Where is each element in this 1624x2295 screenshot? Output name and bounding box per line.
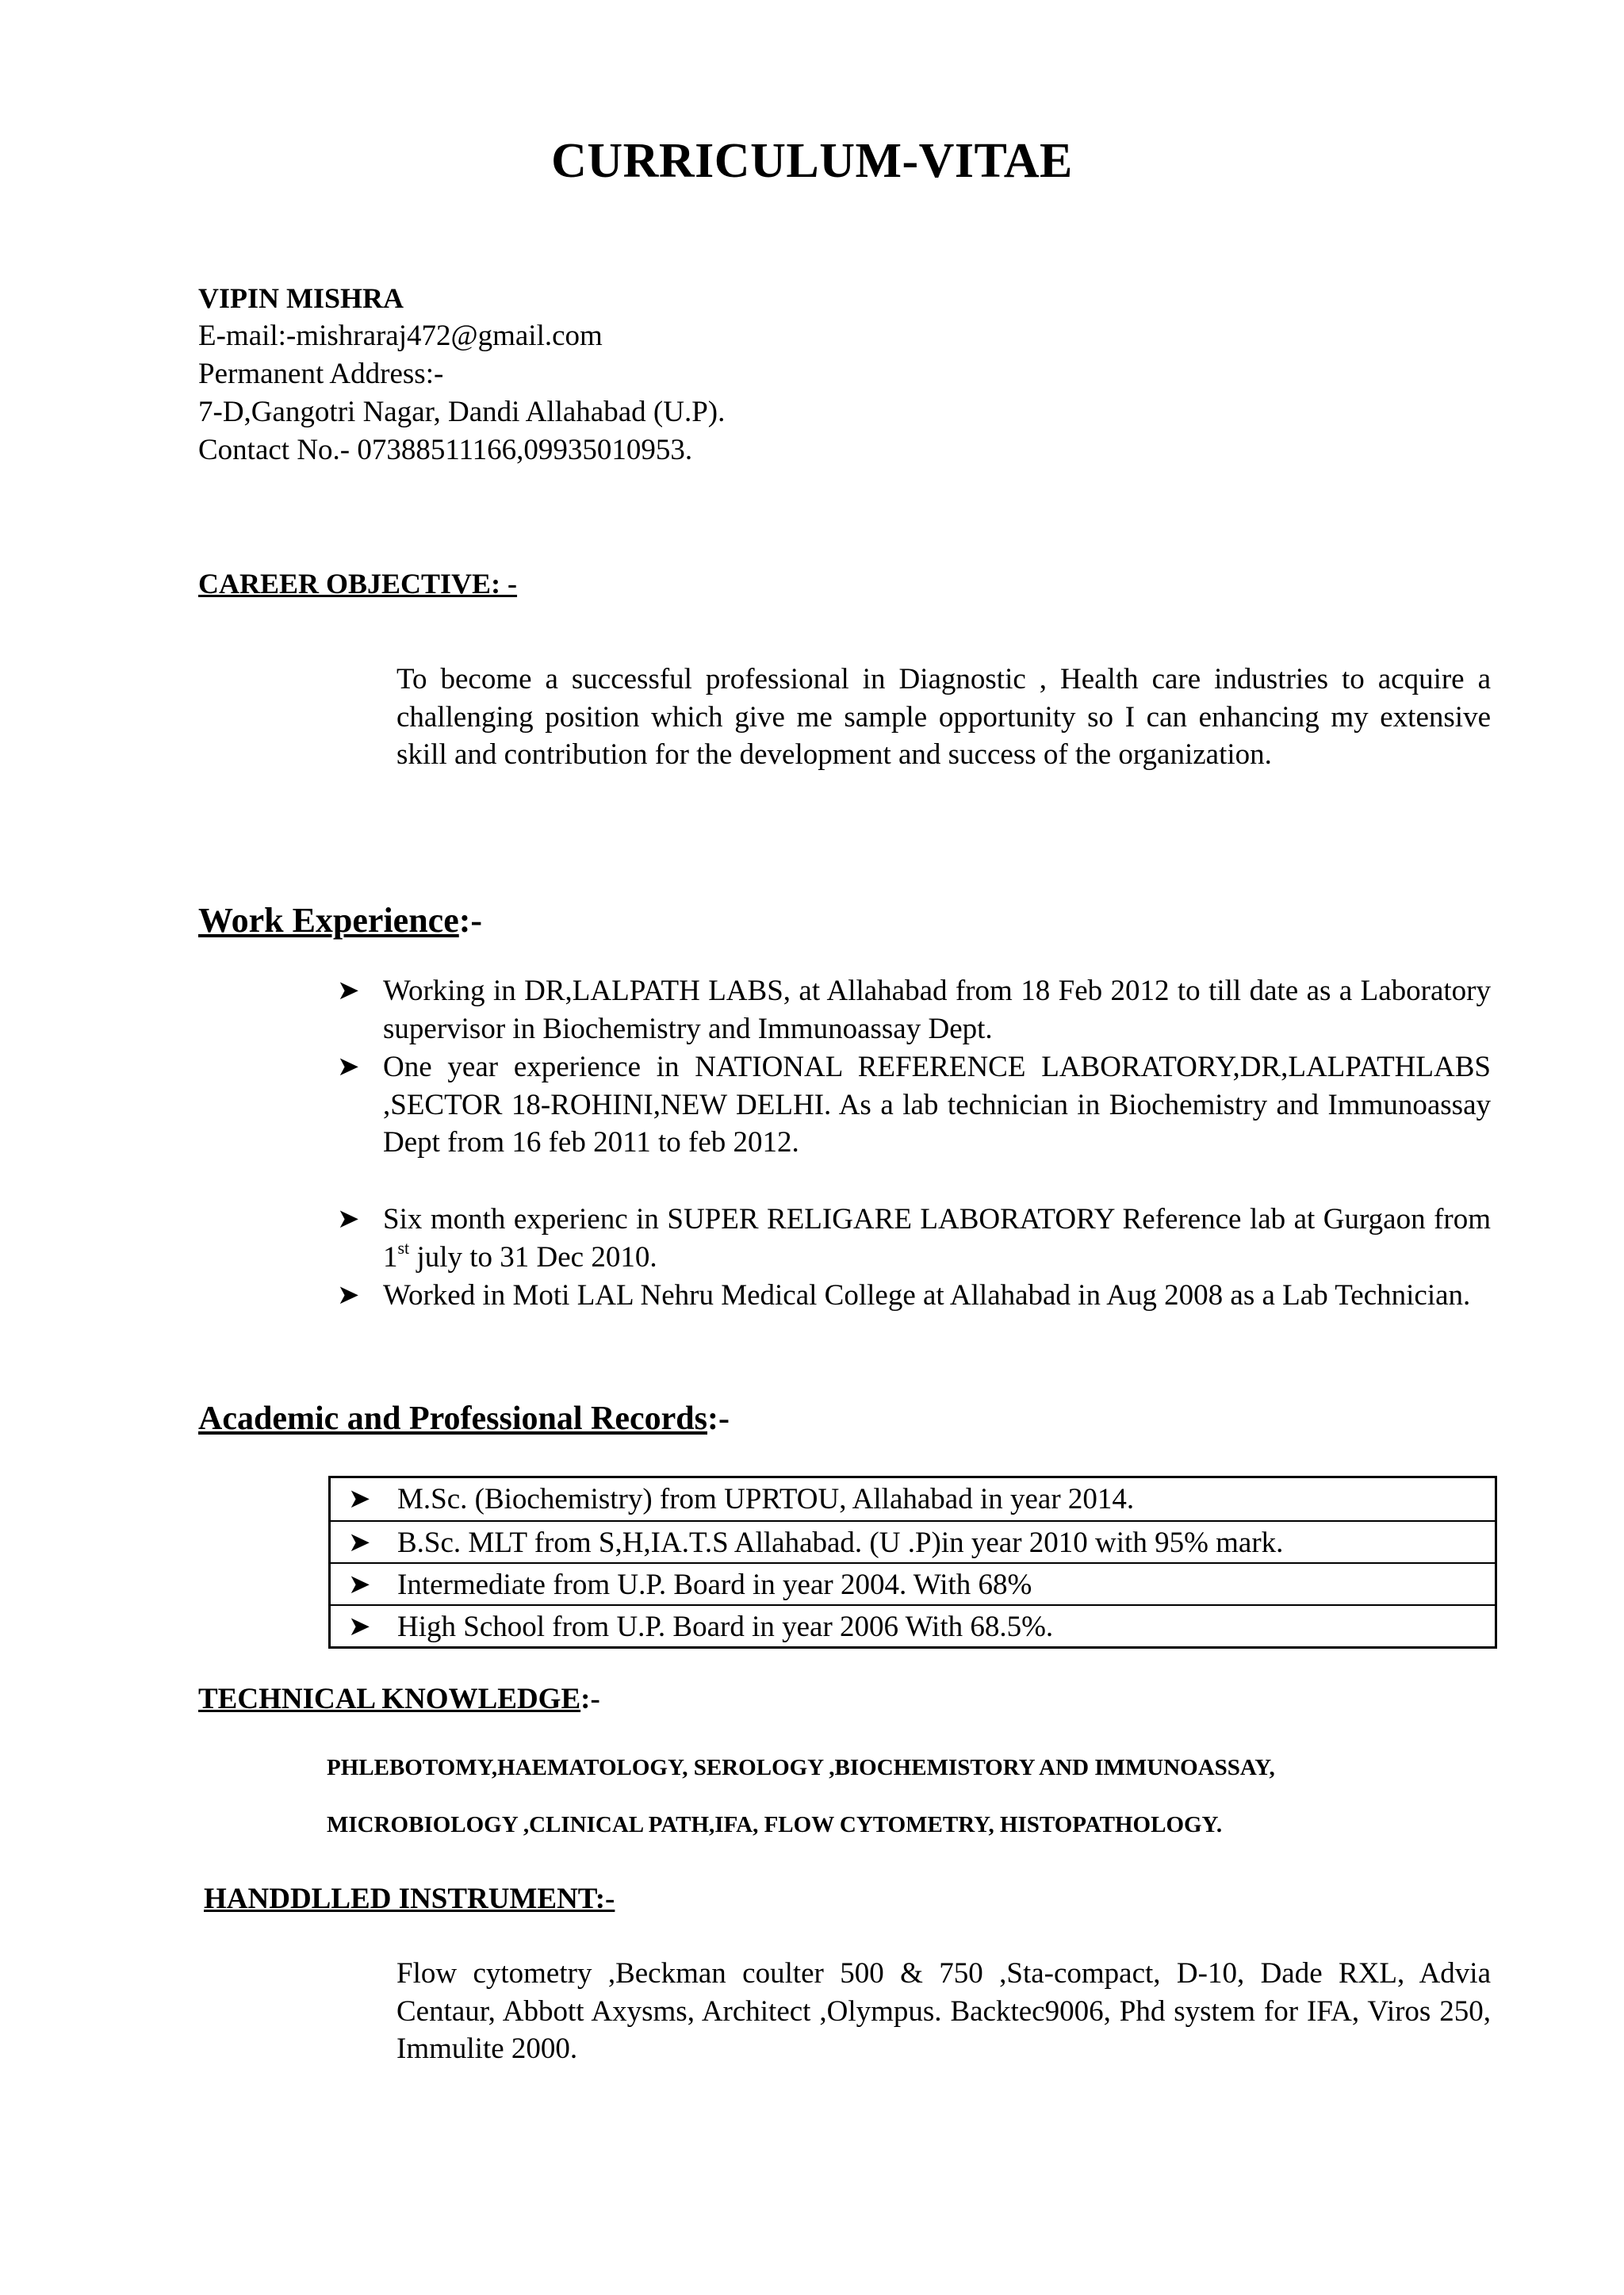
technical-line-1: PHLEBOTOMY,HAEMATOLOGY, SEROLOGY ,BIOCHEMISTORY AND IMMUNOASSAY, — [327, 1755, 1275, 1780]
table-cell: B.Sc. MLT from S,H,IA.T.S Allahabad. (U .P)in year 2010 with 95% mark. — [397, 1527, 1284, 1559]
document-title: CURRICULUM-VITAE — [551, 134, 1073, 188]
work-item — [337, 1201, 1491, 1276]
career-objective-text: To become a successful professional in Diagnostic , Health care industries to acquire a challenging position which give me sample opportunity so I can enhancing my extensive skill and contribution for the development and success of the organization. — [396, 663, 1491, 771]
table-row — [331, 1562, 1495, 1604]
table-cell: High School from U.P. Board in year 2006 With 68.5%. — [397, 1611, 1054, 1643]
work-item-text — [383, 1201, 1491, 1276]
ordinal-suffix: st — [397, 1237, 410, 1258]
technical-heading — [198, 1682, 600, 1716]
arrow-bullet-icon: ➤ — [348, 1570, 371, 1600]
table-cell: Intermediate from U.P. Board in year 2004. With 68% — [397, 1569, 1032, 1601]
career-objective-heading: CAREER OBJECTIVE: - — [198, 568, 518, 600]
arrow-bullet-icon: ➤ — [348, 1485, 371, 1514]
academic-title: Academic and Professional Records — [198, 1400, 707, 1437]
table-row — [331, 1520, 1495, 1562]
arrow-bullet-icon: ➤ — [337, 1205, 360, 1234]
academic-heading — [198, 1400, 730, 1438]
technical-title: TECHNICAL KNOWLEDGE — [198, 1683, 581, 1715]
work-item-text-part: Six month experienc in SUPER RELIGARE LABORATORY Reference lab at Gurgaon from 1 — [383, 1203, 1491, 1274]
arrow-bullet-icon: ➤ — [348, 1612, 371, 1642]
contact-block — [198, 279, 725, 469]
arrow-bullet-icon: ➤ — [337, 976, 360, 1006]
instruments-text: Flow cytometry ,Beckman coulter 500 & 750 ,Sta-compact, D-10, Dade RXL, Advia Centaur, Abbott Axysms, Architect ,Olympus. Backtec9006, Phd system for IFA, Viros 250, Immulite 2000. — [396, 1957, 1491, 2065]
arrow-bullet-icon: ➤ — [348, 1528, 371, 1557]
candidate-name: VIPIN MISHRA — [198, 282, 404, 314]
academic-suffix: :- — [707, 1400, 730, 1437]
technical-suffix: :- — [580, 1683, 600, 1715]
technical-line-2: MICROBIOLOGY ,CLINICAL PATH,IFA, FLOW CYTOMETRY, HISTOPATHOLOGY. — [327, 1812, 1223, 1837]
table-row — [331, 1604, 1495, 1646]
arrow-bullet-icon: ➤ — [337, 1281, 360, 1310]
work-item-text: One year experience in NATIONAL REFERENCE LABORATORY,DR,LALPATHLABS ,SECTOR 18-ROHINI,NEW DELHI. As a lab technician in Biochemistry and Immunoassay Dept from 16 feb 2011 to feb 2012. — [383, 1051, 1491, 1159]
table-cell: M.Sc. (Biochemistry) from UPRTOU, Allahabad in year 2014. — [397, 1483, 1135, 1515]
work-experience-suffix: :- — [458, 901, 483, 940]
email-line: E-mail:-mishraraj472@gmail.com — [198, 320, 603, 352]
work-item-text: Working in DR,LALPATH LABS, at Allahabad from 18 Feb 2012 to till date as a Laboratory supervisor in Biochemistry and Immunoassay Dept. — [383, 975, 1491, 1045]
work-experience-heading — [198, 900, 482, 941]
address-line: 7-D,Gangotri Nagar, Dandi Allahabad (U.P). — [198, 396, 726, 428]
work-item — [337, 1048, 1491, 1162]
work-item — [337, 972, 1491, 1048]
phone-line: Contact No.- 07388511166,09935010953. — [198, 434, 693, 466]
work-item-text-part: july to 31 Dec 2010. — [409, 1240, 657, 1274]
arrow-bullet-icon: ➤ — [337, 1052, 360, 1082]
work-item — [337, 1277, 1491, 1315]
instruments-heading: HANDDLLED INSTRUMENT:- — [204, 1883, 615, 1915]
work-experience-title: Work Experience — [198, 901, 459, 940]
table-row — [331, 1478, 1495, 1520]
address-label: Permanent Address:- — [198, 358, 444, 390]
work-item-text: Worked in Moti LAL Nehru Medical College at Allahabad in Aug 2008 as a Lab Technician. — [383, 1279, 1471, 1312]
academic-records-table — [328, 1476, 1497, 1649]
